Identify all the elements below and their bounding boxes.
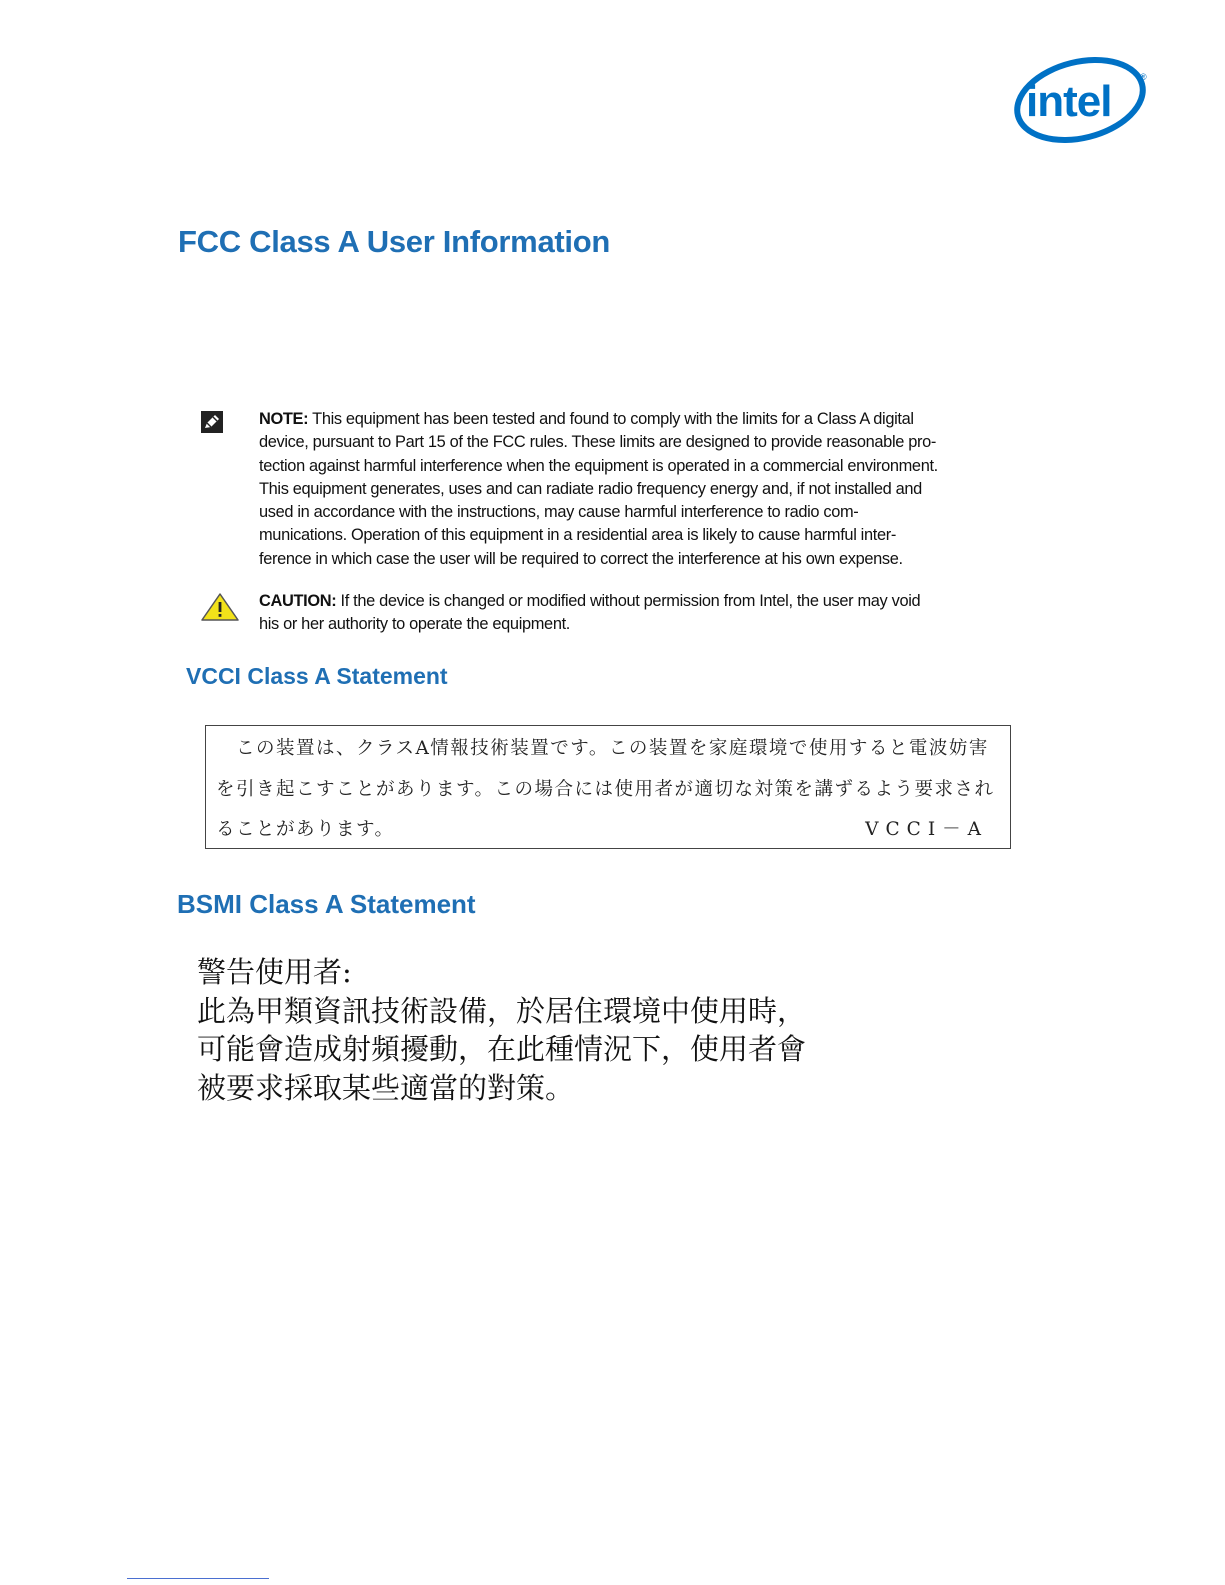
- note-line-6: munications. Operation of this equipment in a residential area is likely to cause harmful inter-: [259, 526, 896, 545]
- footer-rule: [127, 1578, 269, 1579]
- note-label: NOTE:: [259, 410, 309, 428]
- note-line-3: tection against harmful interference when the equipment is operated in a commercial environment.: [259, 456, 938, 475]
- note-line-1: This equipment has been tested and found to comply with the limits for a Class A digital: [308, 410, 914, 428]
- bsmi-statement: [197, 953, 806, 1107]
- caution-line-2: his or her authority to operate the equipment.: [259, 615, 571, 634]
- fcc-note: [259, 408, 1029, 571]
- note-line-7: ference in which case the user will be required to correct the interference at his own expense.: [259, 549, 903, 568]
- bsmi-line-1: 警告使用者:: [197, 955, 352, 989]
- vcci-line-2: を引き起こすことがあります。この場合には使用者が適切な対策を講ずるよう要求され: [216, 779, 995, 800]
- svg-text:®: ®: [1140, 72, 1147, 82]
- vcci-line-3: ることがあります。: [216, 819, 395, 840]
- fcc-title: FCC Class A User Information: [178, 224, 610, 259]
- bsmi-line-3: 可能會造成射頻擾動，在此種情況下，使用者會: [197, 1032, 807, 1066]
- bsmi-title: BSMI Class A Statement: [177, 889, 476, 919]
- vcci-statement-box: [205, 725, 1011, 849]
- vcci-line-1: この装置は、クラスA情報技術装置です。この装置を家庭環境で使用すると電波妨害: [236, 738, 989, 759]
- warning-triangle-icon: [200, 592, 240, 622]
- caution-line-1: If the device is changed or modified without permission from Intel, the user may void: [336, 592, 921, 610]
- intel-logo-text: intel: [1026, 77, 1112, 126]
- vcci-title: VCCI Class A Statement: [186, 663, 448, 689]
- note-pencil-icon: [200, 410, 224, 434]
- bsmi-line-4: 被要求採取某些適當的對策。: [197, 1070, 575, 1105]
- intel-logo: [1008, 50, 1158, 150]
- note-line-4: This equipment generates, uses and can radiate radio frequency energy and, if not installed and: [259, 479, 922, 498]
- note-line-5: used in accordance with the instructions, may cause harmful interference to radio com-: [259, 503, 859, 522]
- bsmi-line-2: 此為甲類資訊技術設備，於居住環境中使用時，: [197, 993, 807, 1028]
- note-line-2: device, pursuant to Part 15 of the FCC rules. These limits are designed to provide reasonable pro-: [259, 433, 936, 452]
- vcci-mark: VCCI－A: [865, 819, 988, 840]
- fcc-caution: [259, 590, 1029, 637]
- caution-label: CAUTION:: [259, 592, 337, 610]
